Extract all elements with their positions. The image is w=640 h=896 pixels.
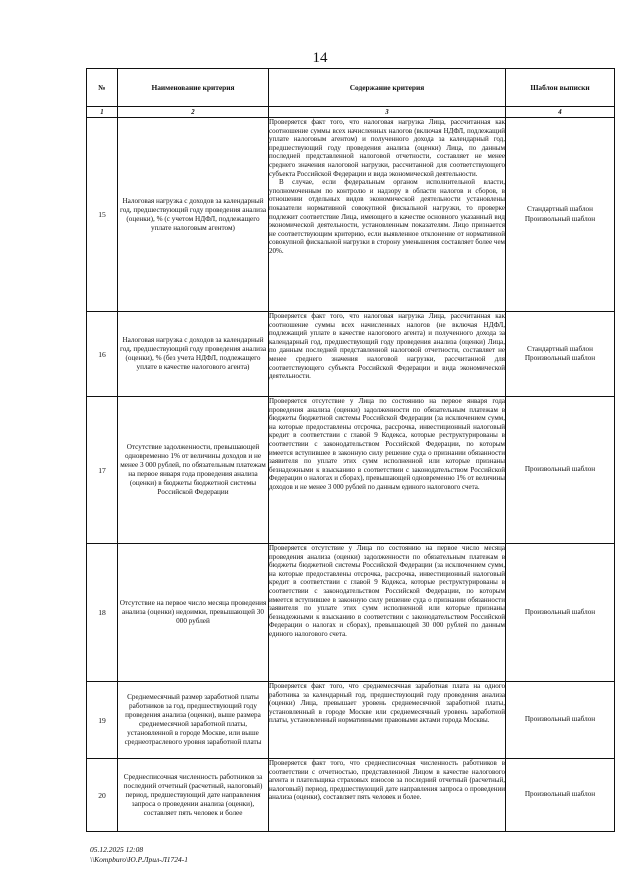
criteria-table [86, 68, 615, 832]
header-template: Шаблон выписки [506, 69, 615, 107]
row-number: 15 [87, 118, 118, 312]
column-number-row [87, 107, 615, 118]
footer-file-path: \\Kompburo\Ю.Р.Лрил-Л1724-1 [90, 855, 189, 864]
template-type: Произвольный шаблон [506, 397, 615, 544]
row-number: 20 [87, 759, 118, 832]
row-number: 17 [87, 397, 118, 544]
criterion-name: Отсутствие на первое число месяца проведения анализа (оценки) недоимки, превышающей 30 000 рублей [118, 544, 269, 682]
document-footer [90, 845, 188, 865]
criterion-content: Проверяется факт того, что налоговая нагрузка Лица, рассчитанная как соотношение суммы всех начисленных налогов (не включая НДФЛ, подлежащий уплате в качестве налогового агента) и полученного дохода за календарный год, предшествующий году проведения анализа (оценки) Лица, по данным последней представленной налоговой отчетности, составляет не менее среднего значения налоговой нагрузки, рассчитанной для соответствующего субъекта Российской Федерации и вида экономической деятельности. [269, 312, 506, 397]
criterion-content: Проверяется отсутствие у Лица по состоянию на первое число месяца проведения анализа (оценки) задолженности по обязательным платежам в бюджеты бюджетной системы Российской Федерации (за исключением сумм, на которые предоставлены отсрочка, рассрочка, инвестиционный налоговый кредит в соответствии с главой 9 Кодекса, которые реструктурированы в соответствии с законодательством Российской Федерации, по которым имеется вступившее в законную силу решение суда о признании обязанности заявителя по уплате этих сумм исполненной или которые признаны безнадежными к взысканию в соответствии с законодательством Российской Федерации о налогах и сборах), превышающей 30 000 рублей по данным единого налогового счета. [269, 544, 506, 682]
template-type: Произвольный шаблон [506, 682, 615, 759]
criterion-name: Отсутствие задолженности, превышающей одновременно 1% от величины доходов и не менее 3 000 рублей, по обязательным платежам на первое января года проведения анализа (оценки) в бюджеты бюджетной системы Российской Федерации [118, 397, 269, 544]
criterion-content-text: Проверяется факт того, что налоговая нагрузка Лица, рассчитанная как соотношение суммы всех начисленных налогов (включая НДФЛ, подлежащий уплате налоговым агентом) и полученного дохода за календарный год, предшествующий году проведения анализа (оценки) Лица, по данным последней представленной налоговой отчетности, составляет не менее среднего значения налоговой нагрузки, рассчитанной для соответствующего субъекта Российской Федерации и вида экономической деятельности. [269, 118, 505, 178]
criterion-name: Среднесписочная численность работников за последний отчетный (расчетный, налоговый) период, предшествующий дате направления запроса о проведении анализа (оценки), составляет пять человек и более [118, 759, 269, 832]
header-num: № [87, 69, 118, 107]
criterion-content [269, 118, 506, 312]
header-content: Содержание критерия [269, 69, 506, 107]
column-number: 4 [506, 107, 615, 118]
column-number: 3 [269, 107, 506, 118]
table-row [87, 118, 615, 312]
footer-timestamp: 05.12.2025 12:08 [90, 845, 144, 854]
criterion-content: Проверяется факт того, что среднесписочная численность работников в соответствии с отчетностью, представленной Лицом в качестве налогового агента и плательщика страховых взносов за последний отчетный (расчетный, налоговый) период, предшествующий дате направления запроса о проведении анализа (оценки), составляет пять человек и более. [269, 759, 506, 832]
row-number: 16 [87, 312, 118, 397]
template-type: Стандартный шаблон Произвольный шаблон [506, 118, 615, 312]
column-number: 2 [118, 107, 269, 118]
template-type: Стандартный шаблон Произвольный шаблон [506, 312, 615, 397]
table-row [87, 397, 615, 544]
criterion-name: Налоговая нагрузка с доходов за календарный год, предшествующий году проведения анализа (оценки), % (без учета НДФЛ, подлежащего уплате в качестве налогового агента) [118, 312, 269, 397]
table-row [87, 759, 615, 832]
column-number: 1 [87, 107, 118, 118]
header-name: Наименование критерия [118, 69, 269, 107]
template-type: Произвольный шаблон [506, 759, 615, 832]
table-row [87, 682, 615, 759]
table-row [87, 312, 615, 397]
criterion-name: Налоговая нагрузка с доходов за календарный год, предшествующий году проведения анализа (оценки), % (с учетом НДФЛ, подлежащего уплате налоговым агентом) [118, 118, 269, 312]
template-type: Произвольный шаблон [506, 544, 615, 682]
criterion-content: Проверяется отсутствие у Лица по состоянию на первое января года проведения анализа (оценки) задолженности по обязательным платежам в бюджеты бюджетной системы Российской Федерации (за исключением сумм, на которые предоставлены отсрочка, рассрочка, инвестиционный налоговый кредит в соответствии с главой 9 Кодекса, которые реструктурированы в соответствии с законодательством Российской Федерации, по которым имеется вступившее в законную силу решение суда о признании обязанности заявителя по уплате этих сумм исполненной или которые признаны безнадежными к взысканию в соответствии с законодательством Российской Федерации о налогах и сборах), превышающей одновременно 1% от величины доходов и не менее 3 000 рублей по данным единого налогового счета. [269, 397, 506, 544]
criterion-content: Проверяется факт того, что среднемесячная заработная плата на одного работника за календарный год, предшествующий году проведения анализа (оценки) Лица, превышает уровень среднемесячной заработной платы, установленный в городе Москве или среднемесячный уровень заработной платы, установленный нормативными правовыми актами города Москвы. [269, 682, 506, 759]
criterion-content-extra: В случае, если федеральным органом исполнительной власти, уполномоченным по контролю и надзору в области налогов и сборов, в отношении отдельных видов экономической деятельности установлены показатели нормативной совокупной фискальной нагрузки, то проверке подлежит соответствие Лица, имеющего в качестве основного указанный вид экономической деятельности, установленным показателям. Лицо признается не соответствующим критерию, если выявленное отклонение от нормативной совокупной фискальной нагрузки в сторону уменьшения составляет более чем 20%. [269, 178, 505, 255]
row-number: 19 [87, 682, 118, 759]
criterion-name: Среднемесячный размер заработной платы работников за год, предшествующий году проведения анализа (оценки), выше размера среднемесячной заработной платы, установленной в городе Москве, или выше среднеотраслевого уровня заработной платы [118, 682, 269, 759]
page-number: 14 [312, 50, 328, 66]
header-row [87, 69, 615, 107]
table-row [87, 544, 615, 682]
row-number: 18 [87, 544, 118, 682]
